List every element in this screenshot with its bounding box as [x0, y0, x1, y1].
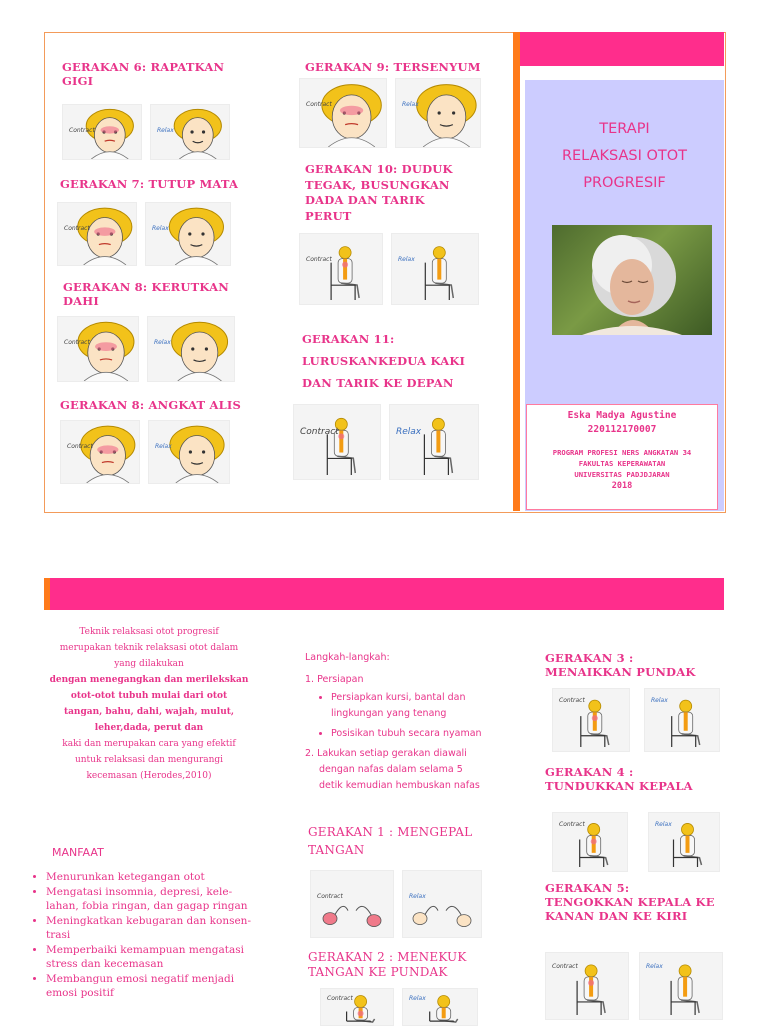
contract-image: Contract — [62, 104, 142, 160]
gerakan-5-title: GERAKAN 5: TENGOKKAN KEPALA KE KANAN DAN KE KIRI — [545, 881, 715, 923]
manfaat-item: • Menurunkan ketegangan otot — [46, 870, 258, 884]
illustration — [149, 421, 229, 483]
page-1-divider — [513, 32, 520, 511]
intro-line: leher,dada, perut dan — [94, 723, 204, 733]
intro-line: yang dilakukan — [114, 659, 184, 669]
gerakan-8b-title: GERAKAN 8: ANGKAT ALIS — [60, 398, 242, 412]
intro-text — [44, 624, 254, 784]
illustration — [392, 234, 478, 304]
author-nim: 220112170007 — [587, 424, 657, 435]
gerakan-3-title: GERAKAN 3 : MENAIKKAN PUNDAK — [545, 651, 696, 679]
university: UNIVERSITAS PADJDJARAN — [574, 470, 670, 479]
relax-image: Relax — [147, 316, 235, 382]
cover-top-bar — [520, 32, 724, 66]
illustration — [58, 203, 136, 265]
cover-title-line-3: PROGRESIF — [583, 175, 666, 191]
cover-title-line-2: RELAKSASI OTOT — [561, 148, 688, 164]
gerakan-7-title: GERAKAN 7: TUTUP MATA — [60, 177, 239, 191]
contract-image: Contract — [57, 316, 139, 382]
manfaat-item: • Memperbaiki kemampuan mengatasi stress dan kecemasan — [46, 943, 258, 971]
intro-line: untuk relaksasi dan mengurangi — [74, 755, 224, 765]
intro-line: dengan menegangkan dan merilekskan — [49, 675, 249, 685]
step-1-item: • Posisikan tubuh secara nyaman — [331, 726, 485, 742]
contract-image: Contract — [293, 404, 381, 480]
contract-image: Contract — [60, 420, 140, 484]
step-1-item: • Persiapkan kursi, bantal dan lingkungan yang tenang — [331, 690, 485, 722]
intro-line: merupakan teknik relaksasi otot dalam — [59, 643, 239, 653]
cover-title-line-1: TERAPI — [599, 121, 650, 137]
manfaat-item: • Membangun emosi negatif menjadi emosi positif — [46, 972, 258, 1000]
relax-image: Relax — [150, 104, 230, 160]
contract-image: Contract — [320, 988, 394, 1026]
illustration — [390, 405, 478, 479]
steps-title: Langkah-langkah: — [305, 652, 390, 663]
steps-block — [305, 650, 485, 794]
faculty: FAKULTAS KEPERAWATAN — [578, 459, 666, 468]
illustration — [311, 871, 393, 937]
intro-line: tangan, bahu, dahi, wajah, mulut, — [63, 707, 235, 717]
gerakan-7-images — [57, 202, 231, 266]
intro-line: kecemasan (Herodes,2010) — [86, 771, 212, 781]
gerakan-4-images — [552, 812, 720, 872]
intro-line: kaki dan merupakan cara yang efektif — [62, 739, 236, 749]
relax-image: Relax — [402, 988, 478, 1026]
page-2-top-bar — [44, 578, 724, 610]
illustration — [300, 234, 382, 304]
illustration — [61, 421, 139, 483]
illustration — [396, 79, 480, 147]
contract-image: Contract — [545, 952, 629, 1020]
illustration — [300, 79, 386, 147]
contract-image: Contract — [57, 202, 137, 266]
relax-image: Relax — [145, 202, 231, 266]
gerakan-11-title: GERAKAN 11: LURUSKANKEDUA KAKI DAN TARIK KE DEPAN — [302, 332, 466, 390]
manfaat-item: • Meningkatkan kebugaran dan konsen-trasi — [46, 914, 258, 942]
gerakan-10-images — [299, 233, 479, 305]
gerakan-4-title: GERAKAN 4 : TUNDUKKAN KEPALA — [545, 765, 693, 793]
illustration — [58, 317, 138, 381]
gerakan-9-images — [299, 78, 481, 148]
gerakan-9-title: GERAKAN 9: TERSENYUM — [305, 60, 481, 74]
contract-image: Contract — [552, 812, 628, 872]
relax-image: Relax — [148, 420, 230, 484]
illustration — [146, 203, 230, 265]
program: PROGRAM PROFESI NERS ANGKATAN 34 — [552, 448, 692, 457]
manfaat-list — [28, 870, 258, 1001]
relax-image: Relax — [639, 952, 723, 1020]
relax-image: Relax — [402, 870, 482, 938]
relax-image: Relax — [391, 233, 479, 305]
gerakan-5-images — [545, 952, 723, 1020]
gerakan-2-title: GERAKAN 2 : MENEKUK TANGAN KE PUNDAK — [308, 950, 467, 979]
step-2: 2. Lakukan setiap gerakan diawali dengan nafas dalam selama 5 detik kemudian hembuskan nafas — [305, 748, 480, 791]
year: 2018 — [611, 481, 633, 491]
relax-image: Relax — [389, 404, 479, 480]
cover-author-box — [526, 404, 718, 510]
cover-title — [525, 116, 724, 197]
illustration — [294, 405, 380, 479]
relax-image: Relax — [648, 812, 720, 872]
gerakan-1-images — [310, 870, 482, 938]
gerakan-8a-title: GERAKAN 8: KERUTKAN DAHI — [63, 280, 229, 308]
contract-image: Contract — [310, 870, 394, 938]
author-name: Eska Madya Agustine — [567, 410, 677, 421]
illustration — [403, 871, 481, 937]
manfaat-title: MANFAAT — [52, 846, 104, 859]
relax-image: Relax — [644, 688, 720, 752]
gerakan-6-images — [62, 104, 230, 160]
gerakan-11-images — [293, 404, 479, 480]
gerakan-3-images — [552, 688, 720, 752]
contract-image: Contract — [552, 688, 630, 752]
contract-image: Contract — [299, 78, 387, 148]
gerakan-8b-images — [60, 420, 230, 484]
gerakan-1-title: GERAKAN 1 : MENGEPAL TANGAN — [308, 825, 473, 857]
relax-image: Relax — [395, 78, 481, 148]
gerakan-6-title: GERAKAN 6: RAPATKAN GIGI — [62, 60, 225, 88]
cover-panel — [520, 32, 724, 511]
gerakan-8a-images — [57, 316, 235, 382]
intro-line: Teknik relaksasi otot progresif — [79, 627, 219, 637]
step-1-title: 1. Persiapan — [305, 674, 364, 685]
illustration — [148, 317, 234, 381]
intro-line: otot-otot tubuh mulai dari otot — [70, 691, 228, 701]
gerakan-2-images — [320, 988, 478, 1026]
cover-photo — [552, 225, 712, 335]
page-2-bar-accent — [44, 578, 50, 610]
manfaat-item: • Mengatasi insomnia, depresi, kele-lahan, fobia ringan, dan gagap ringan — [46, 885, 258, 913]
contract-image: Contract — [299, 233, 383, 305]
gerakan-10-title: GERAKAN 10: DUDUK TEGAK, BUSUNGKAN DADA DAN TARIK PERUT — [305, 162, 453, 223]
